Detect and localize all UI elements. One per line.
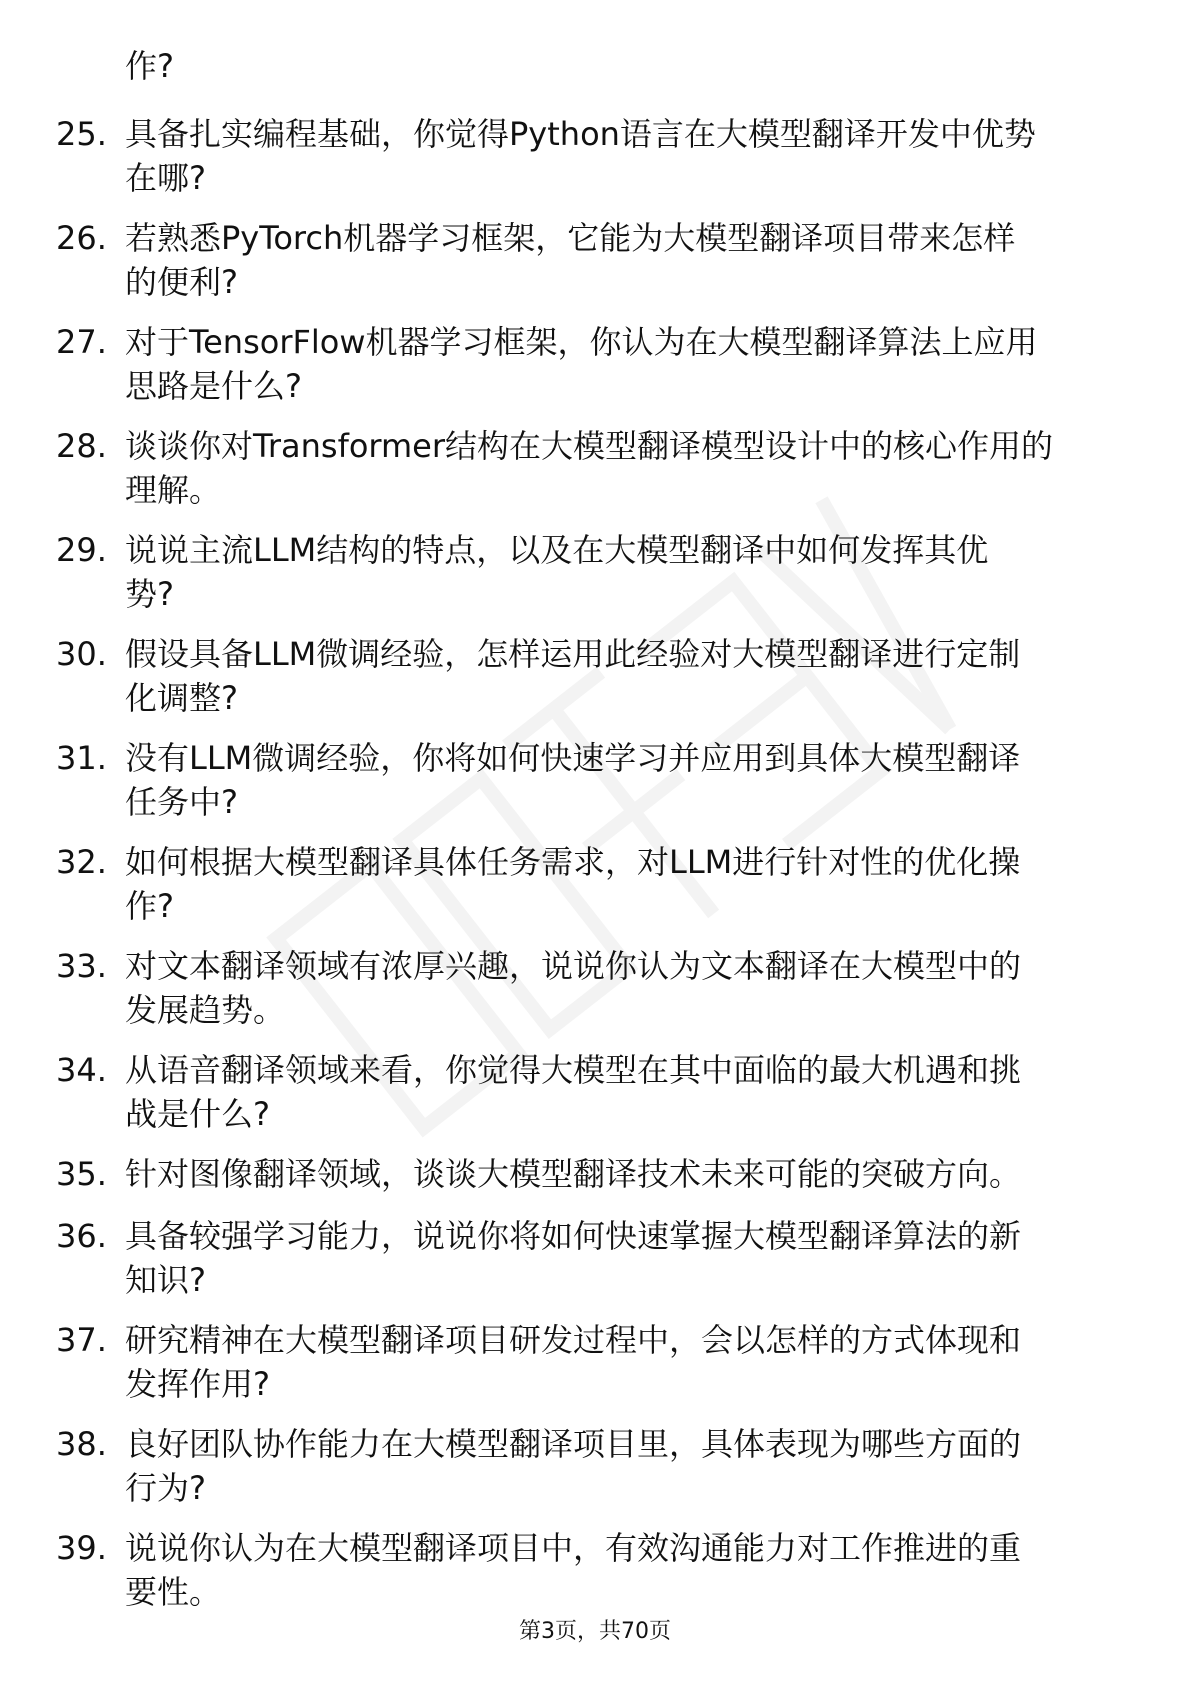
question-number: 32.	[56, 843, 107, 881]
continued-line: 作?	[125, 47, 174, 85]
question-text-line: 具备较强学习能力，说说你将如何快速掌握大模型翻译算法的新	[125, 1217, 1022, 1255]
question-text-line: 没有LLM微调经验，你将如何快速学习并应用到具体大模型翻译	[125, 739, 1021, 777]
question-number: 35.	[56, 1155, 107, 1193]
question-text-line: 任务中?	[125, 783, 238, 821]
list-item	[0, 1214, 1190, 1318]
question-text-line: 良好团队协作能力在大模型翻译项目里，具体表现为哪些方面的	[125, 1425, 1022, 1463]
question-text-line: 作?	[125, 887, 174, 925]
question-number: 25.	[56, 115, 107, 153]
list-item	[0, 1152, 1190, 1214]
question-text-line: 说说主流LLM结构的特点，以及在大模型翻译中如何发挥其优	[125, 531, 989, 569]
question-text	[125, 736, 1125, 824]
question-number: 34.	[56, 1051, 107, 1089]
question-text	[125, 1318, 1125, 1406]
question-number: 29.	[56, 531, 107, 569]
question-number: 37.	[56, 1321, 107, 1359]
question-text-line: 化调整?	[125, 679, 238, 717]
question-text	[125, 1152, 1125, 1196]
question-text-line: 谈谈你对Transformer结构在大模型翻译模型设计中的核心作用的	[125, 427, 1054, 465]
question-text-line: 理解。	[125, 471, 222, 509]
list-item	[0, 424, 1190, 528]
question-text	[125, 1214, 1125, 1302]
question-text	[125, 112, 1125, 200]
list-item	[0, 840, 1190, 944]
question-text-line: 思路是什么?	[125, 367, 302, 405]
question-text	[125, 528, 1125, 616]
question-text-line: 对文本翻译领域有浓厚兴趣，说说你认为文本翻译在大模型中的	[125, 947, 1022, 985]
list-item	[0, 1526, 1190, 1630]
question-number: 33.	[56, 947, 107, 985]
question-number: 26.	[56, 219, 107, 257]
question-text-line: 在哪?	[125, 159, 206, 197]
list-item	[0, 112, 1190, 216]
question-number: 38.	[56, 1425, 107, 1463]
list-item	[0, 944, 1190, 1048]
list-item	[0, 632, 1190, 736]
question-text-line: 发展趋势。	[125, 991, 286, 1029]
question-text	[125, 840, 1125, 928]
list-item	[0, 736, 1190, 840]
question-text	[125, 1526, 1125, 1614]
question-number: 39.	[56, 1529, 107, 1567]
question-text	[125, 424, 1125, 512]
question-text-line: 针对图像翻译领域，谈谈大模型翻译技术未来可能的突破方向。	[125, 1155, 1022, 1193]
list-item	[0, 1048, 1190, 1152]
question-text-line: 战是什么?	[125, 1095, 270, 1133]
question-number: 36.	[56, 1217, 107, 1255]
page-footer: 第3页，共70页	[519, 1619, 671, 1644]
question-text	[125, 216, 1125, 304]
list-item	[0, 1422, 1190, 1526]
question-text	[125, 1048, 1125, 1136]
question-text-line: 势?	[125, 575, 174, 613]
list-item	[0, 1318, 1190, 1422]
question-number: 27.	[56, 323, 107, 361]
list-item	[0, 216, 1190, 320]
question-text-line: 从语音翻译领域来看，你觉得大模型在其中面临的最大机遇和挑	[125, 1051, 1022, 1089]
list-item	[0, 320, 1190, 424]
question-text-line: 知识?	[125, 1261, 206, 1299]
list-item	[0, 528, 1190, 632]
question-text-line: 要性。	[125, 1573, 222, 1611]
question-text-line: 具备扎实编程基础，你觉得Python语言在大模型翻译开发中优势	[125, 115, 1036, 153]
question-text	[125, 944, 1125, 1032]
question-text	[125, 320, 1125, 408]
question-text-line: 研究精神在大模型翻译项目研发过程中，会以怎样的方式体现和	[125, 1321, 1022, 1359]
question-text-line: 说说你认为在大模型翻译项目中，有效沟通能力对工作推进的重	[125, 1529, 1022, 1567]
question-text	[125, 632, 1125, 720]
question-list	[0, 112, 1190, 1630]
question-number: 31.	[56, 739, 107, 777]
question-number: 28.	[56, 427, 107, 465]
question-text	[125, 1422, 1125, 1510]
question-text-line: 发挥作用?	[125, 1365, 270, 1403]
question-text-line: 对于TensorFlow机器学习框架，你认为在大模型翻译算法上应用	[125, 323, 1038, 361]
question-text-line: 若熟悉PyTorch机器学习框架，它能为大模型翻译项目带来怎样	[125, 219, 1016, 257]
question-text-line: 如何根据大模型翻译具体任务需求，对LLM进行针对性的优化操	[125, 843, 1021, 881]
question-text-line: 行为?	[125, 1469, 206, 1507]
question-number: 30.	[56, 635, 107, 673]
question-text-line: 假设具备LLM微调经验，怎样运用此经验对大模型翻译进行定制	[125, 635, 1021, 673]
question-text-line: 的便利?	[125, 263, 238, 301]
